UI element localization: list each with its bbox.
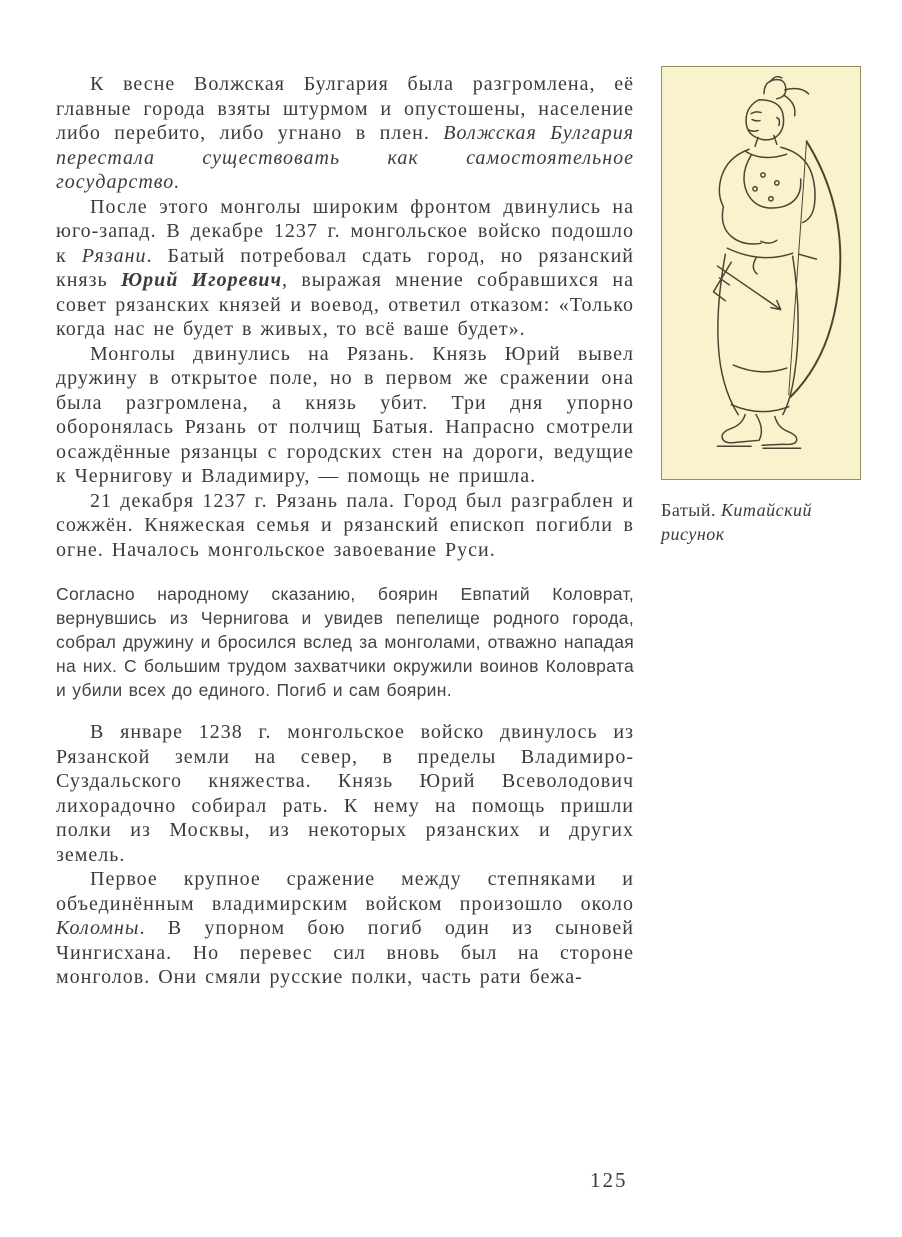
paragraph-ryazan-battle <box>56 342 634 489</box>
illustration-batu-chinese-drawing <box>661 66 861 546</box>
paragraph-ryazan-fall <box>56 489 634 563</box>
caption-subject: Батый. <box>661 500 721 520</box>
illustration-frame <box>661 66 861 480</box>
paragraph-text: Монголы двинулись на Рязань. Князь Юрий вывел дружину в открытое поле, но в первом же сражении она была разгромлена, а князь убит. Три дня упорно оборонялась Рязань от полчищ Батыя. Напрасно смотрели осаждённые рязанцы с городских стен на дороги, ведущие к Чернигову и Владимиру, — помощь не пришла. <box>56 342 634 487</box>
paragraph-vladimir-suzdal <box>56 720 634 867</box>
term-kolomna: Коломны <box>56 917 140 939</box>
insert-text: Согласно народному сказанию, боярин Евпатий Коловрат, вернувшись из Чернигова и увидев пепелище родного города, собрал дружину и бросился вслед за монголами, отважно нападая на них. С большим трудом захватчики окружили воинов Коловрата и убили всех до единого. Погиб и сам боярин. <box>56 584 634 700</box>
paragraph-emphasis: Волжская Булгария перестала существовать как самостоятельное государство. <box>56 122 634 193</box>
paragraph-text: . Батый потребовал сдать город, но рязанский князь <box>56 244 635 291</box>
main-text-column <box>56 72 634 990</box>
caption-source: Китайский рисунок <box>661 500 813 544</box>
warrior-with-bow-drawing-icon <box>662 67 860 479</box>
paragraph-text: , выражая мнение собравшихся на совет рязанских князей и воевод, ответил отказом: «Только когда нас не будет в живых, то всё ваше будет». <box>56 269 634 340</box>
term-ryazan: Рязани <box>81 244 147 267</box>
illustration-caption <box>661 498 861 546</box>
paragraph-text: После этого монголы широким фронтом двинулись на юго-запад. В декабре 1237 г. монгольское войско подошло к <box>56 195 634 267</box>
paragraph-kolomna-battle <box>56 867 634 990</box>
paragraph-text: К весне Волжская Булгария была разгромлена, её главные города взяты штурмом и опустошены, население либо перебито, либо угнано в плен. <box>56 73 634 144</box>
paragraph-text: В январе 1238 г. монгольское войско двинулось из Рязанской земли на север, в пределы Владимиро-Суздальского княжества. Князь Юрий Всеволодович лихорадочно собирал рать. К нему на помощь пришли полки из Москвы, из некоторых рязанских и других земель. <box>56 721 634 866</box>
paragraph-text: 21 декабря 1237 г. Рязань пала. Город был разграблен и сожжён. Княжеская семья и рязанский епископ погибли в огне. Началось монгольское завоевание Руси. <box>56 489 634 561</box>
insert-kolovrat-legend <box>56 582 634 702</box>
paragraph-text: . В упорном бою погиб один из сыновей Чингисхана. Но перевес сил вновь был на стороне монголов. Они смяли русские полки, часть рати бежа- <box>56 917 634 988</box>
paragraph-volga-bulgaria <box>56 72 634 195</box>
name-yuri-igorevich: Юрий Игоревич <box>120 269 283 291</box>
page-number: 125 <box>590 1168 628 1192</box>
paragraph-ryazan-demand <box>56 195 634 342</box>
paragraph-text: Первое крупное сражение между степняками и объединённым владимирским войском произошло около <box>56 868 634 915</box>
